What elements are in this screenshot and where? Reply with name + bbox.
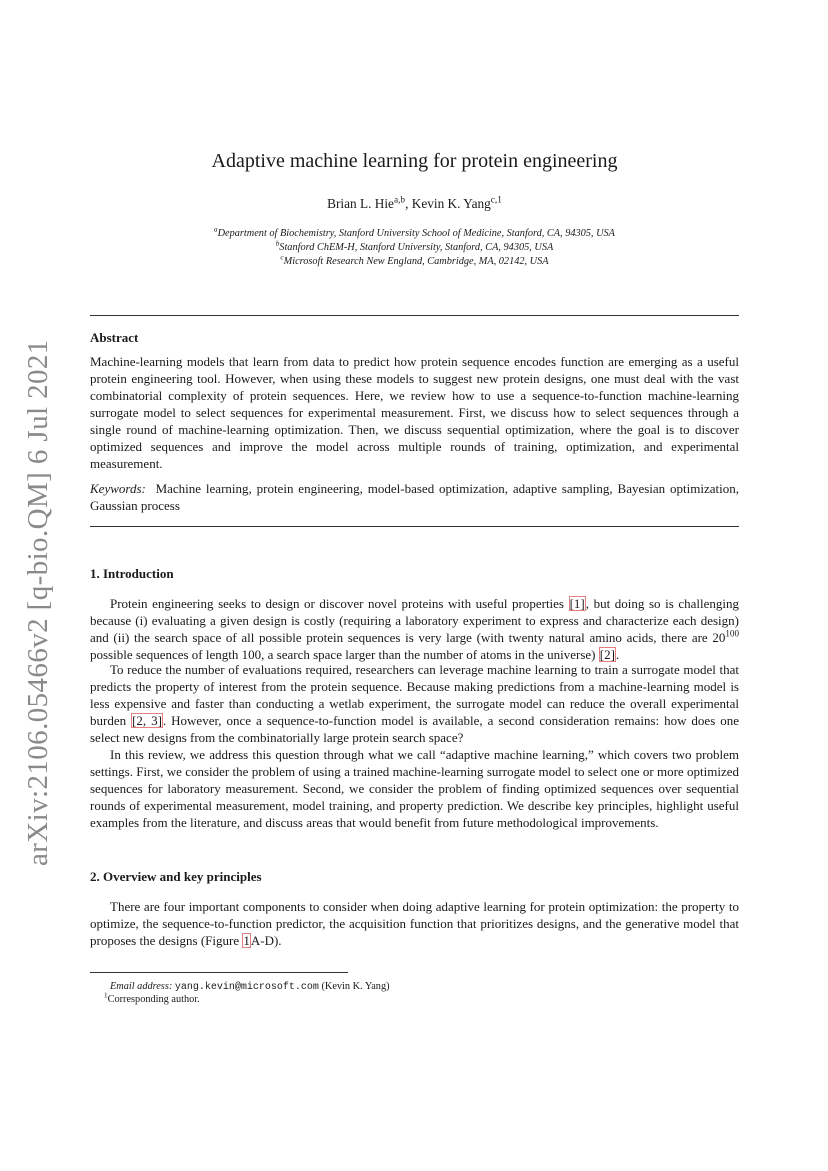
keywords	[90, 480, 739, 514]
text-run: .	[615, 647, 620, 662]
citation-link[interactable]: [2, 3]	[132, 713, 162, 728]
author-affil-sup: a,b	[393, 195, 406, 206]
text-run: To reduce the number of evaluations required, researchers can leverage machine learning to train a surrogate model that predicts the property of interest from the protein sequence. Because making predictions from a machine-learning model is less expensive and faster than conducting a wetlab experiment, the surrogate model can reduce the overall experimental burden	[90, 662, 739, 728]
author-affil-sup: c,1	[490, 195, 502, 206]
author-separator: ,	[405, 196, 412, 211]
abstract-bottom-rule	[90, 526, 739, 527]
text-run: . However, once a sequence-to-function model is available, a second consideration remains: how does one select new designs from the combinatorially large protein search space?	[90, 713, 739, 745]
affiliation-line	[90, 241, 739, 255]
text-run: Protein engineering seeks to design or discover novel proteins with useful properties	[110, 596, 569, 611]
intro-paragraph-1	[90, 595, 739, 663]
text-run: A-D).	[250, 933, 282, 948]
footnote-text: Corresponding author.	[107, 994, 200, 1005]
affiliation-sup: a	[214, 225, 218, 234]
intro-paragraph-2	[90, 661, 739, 746]
citation-link[interactable]: [2]	[599, 647, 615, 662]
keywords-label: Keywords:	[90, 481, 146, 496]
author-name: Kevin K. Yang	[411, 196, 491, 211]
keywords-list: Machine learning, protein engineering, model-based optimization, adaptive sampling, Bayesian optimization, Gaussian process	[90, 481, 740, 513]
abstract-text: Machine-learning models that learn from data to predict how protein sequence encodes function are emerging as a useful protein engineering tool. However, when using these models to suggest new protein designs, one must deal with the vast combinatorial complexity of protein sequences. Here, we review how to use a sequence-to-function machine-learning surrogate model to select sequences for experimental measurement. First, we discuss how to select sequences through a single round of machine-learning optimization. Then, we discuss sequential optimization, where the goal is to discover optimized sequences and improve the model across multiple rounds of training, optimization, and experimental measurement.	[90, 354, 739, 471]
email-label: Email address:	[110, 981, 173, 992]
footnote-sup: 1	[104, 991, 108, 1000]
author-line	[90, 196, 739, 212]
affiliations	[90, 227, 739, 269]
email-address[interactable]: yang.kevin@microsoft.com	[174, 982, 319, 993]
footnote-corresponding	[104, 993, 200, 1006]
email-owner: (Kevin K. Yang)	[321, 981, 390, 992]
abstract-top-rule	[90, 315, 739, 316]
affiliation-line	[90, 255, 739, 269]
abstract-heading: Abstract	[90, 330, 139, 345]
exponent: 100	[725, 628, 739, 639]
arxiv-identifier-stamp: arXiv:2106.05466v2 [q-bio.QM] 6 Jul 2021	[22, 339, 54, 866]
text-run: , but doing so is challenging because (i) evaluating a given design is costly (requiring a laboratory experiment to express and characterize each design) and (ii) the search space of all possible protein sequences is very large (with twenty natural amino acids, there are 20	[90, 596, 739, 645]
affiliation-sup: c	[280, 253, 284, 262]
footnote-rule	[90, 972, 348, 973]
overview-paragraph-1	[90, 898, 739, 949]
text-run: There are four important components to consider when doing adaptive learning for protein optimization: the property to optimize, the sequence-to-function predictor, the acquisition function that prioritizes designs, and the generative model that proposes the designs (Figure	[90, 899, 739, 948]
section-heading-overview: 2. Overview and key principles	[90, 869, 262, 884]
section-heading-introduction: 1. Introduction	[90, 566, 174, 581]
affiliation-text: Department of Biochemistry, Stanford University School of Medicine, Stanford, CA, 94305, USA	[217, 228, 615, 239]
paper-title: Adaptive machine learning for protein engineering	[211, 150, 618, 172]
text-run: possible sequences of length 100, a search space larger than the number of atoms in the universe)	[90, 647, 599, 662]
affiliation-text: Microsoft Research New England, Cambridge, MA, 02142, USA	[283, 256, 549, 267]
figure-reference-link[interactable]: 1	[243, 933, 250, 948]
author-name: Brian L. Hie	[327, 196, 394, 211]
intro-paragraph-3: In this review, we address this question through what we call “adaptive machine learning,” which covers two problem settings. First, we consider the problem of using a trained machine-learning surrogate model to select one or more optimized sequences for laboratory measurement. Second, we consider the problem of finding optimized sequences over sequential rounds of experimental measurement, model training, and property prediction. We describe key principles, highlight useful examples from the literature, and discuss areas that would benefit from future methodological improvements.	[90, 747, 739, 830]
citation-link[interactable]: [1]	[569, 596, 585, 611]
footnote-email	[110, 980, 390, 994]
affiliation-line	[90, 227, 739, 241]
affiliation-text: Stanford ChEM-H, Stanford University, Stanford, CA, 94305, USA	[279, 242, 554, 253]
affiliation-sup: b	[275, 239, 280, 248]
